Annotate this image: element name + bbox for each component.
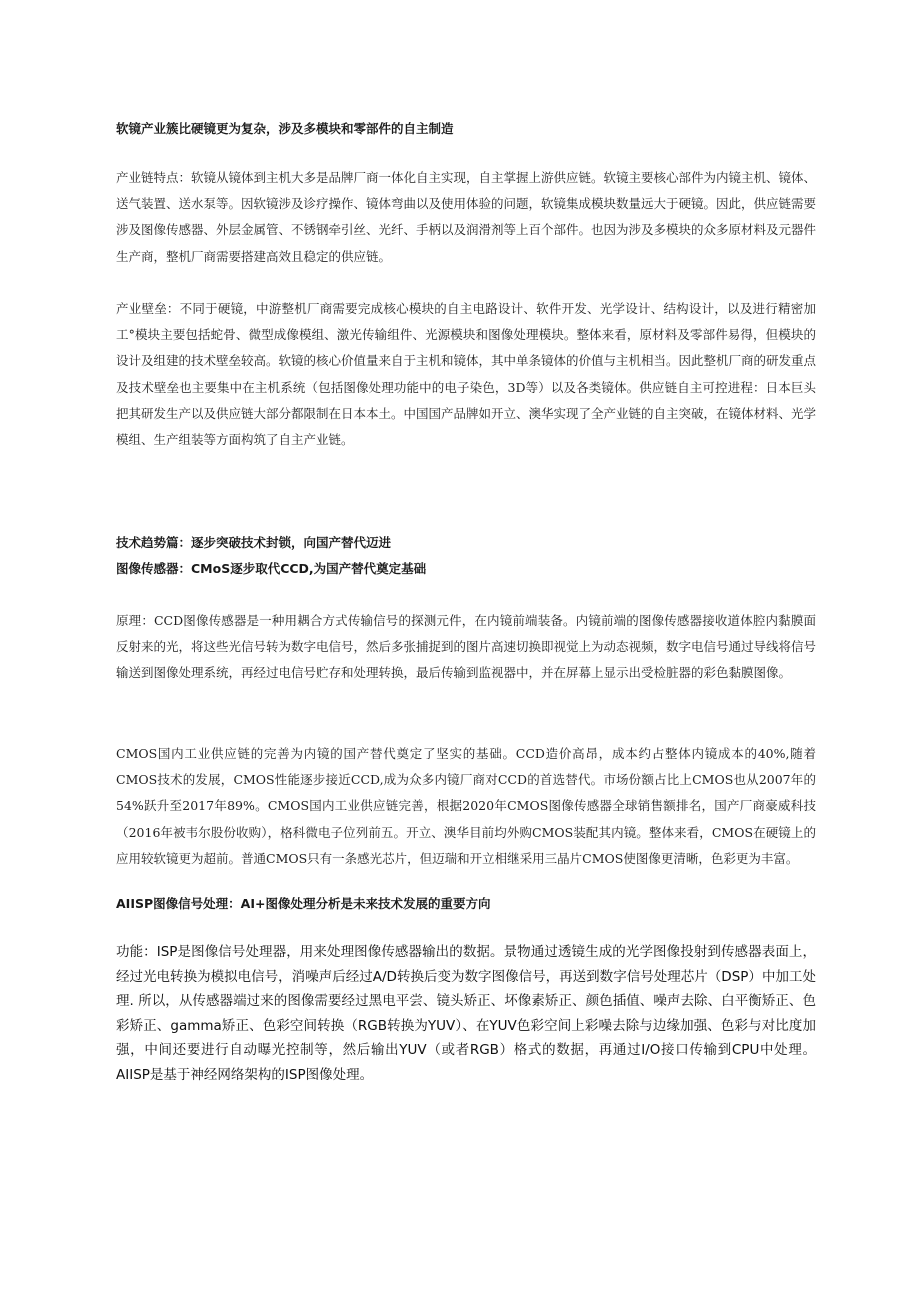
section-heading-soft-scope-industry: 软镜产业簇比硬镜更为复杂，涉及多模块和零部件的自主制造 — [116, 121, 454, 136]
paragraph-industry-barriers: 产业壁垒：不同于硬镜，中游整机厂商需要完成核心模块的自主电路设计、软件开发、光学设计、结构设计，以及进行精密加工°模块主要包括蛇骨、微型成像模组、激光传输组件、光源模块和图像处理模块。整体来看，原材料及零部件易得，但模块的设计及组建的技术壁垒较高。软镜的核心价值量来自于主机和镜体，其中单条镜体的价值与主机相当。因此整机厂商的研发重点及技术壁垒也主要集中在主机系统（包括图像处理功能中的电子染色，3D等）以及各类镜体。供应链自主可控进程：日本巨头把其研发生产以及供应链大部分都限制在日本本土。中国国产品牌如开立、澳华实现了全产业链的自主突破，在镜体材料、光学模组、生产组装等方面构筑了自主产业链。 — [116, 301, 817, 448]
paragraph-cmos-supply-chain: CMOS国内工业供应链的完善为内镜的国产替代奠定了坚实的基础。CCD造价高昂，成本约占整体内镜成本的40%,随着CMOS技术的发展，CMOS性能逐步接近CCD,成为众多内镜厂商对CCD的首选替代。市场份额占比上CMOS也从2007年的54%跃升至2017年89%。CMOS国内工业供应链完善，根据2020年CMOS图像传感器全球销售额排名，国产厂商豪威科技（2016年被韦尔股份收购），格科微电子位列前五。开立、澳华目前均外购CMOS装配其内镜。整体来看，CMOS在硬镜上的应用较软镜更为超前。普通CMOS只有一条感光芯片，但迈瑞和开立相继采用三晶片CMOS使图像更清晰，色彩更为丰富。 — [116, 746, 816, 866]
section-heading-image-sensor: 图像传感器：CMoS逐步取代CCD,为国产替代奠定基础 — [116, 561, 427, 576]
paragraph-ccd-principle: 原理：CCD图像传感器是一种用耦合方式传输信号的探测元件，在内镜前端装备。内镜前端的图像传感器接收道体腔内黏膜面反射来的光，将这些光信号转为数字电信号，然后多张捕捉到的图片高速切换即视觉上为动态视频，数字电信号通过导线将信号输送到图像处理系统，再经过电信号贮存和处理转换，最后传输到监视器中，并在屏幕上显示出受检脏器的彩色黏膜图像。 — [116, 613, 817, 681]
section-heading-aiisp: AIISP图像信号处理：AI+图像处理分析是未来技术发展的重要方向 — [116, 896, 491, 911]
paragraph-isp-function: 功能：ISP是图像信号处理器，用来处理图像传感器输出的数据。景物通过透镜生成的光学图像投射到传感器表面上，经过光电转换为模拟电信号，消噪声后经过A/D转换后变为数字图像信号，再送到数字信号处理芯片（DSP）中加工处理. 所以，从传感器端过来的图像需要经过黑电平尝、镜头矫正、坏像素矫正、颜色插值、噪声去除、白平衡矫正、色彩矫正、gamma矫正、色彩空间转换（RGB转换为YUV）、在YUV色彩空间上彩噪去除与边缘加强、色彩与对比度加强，中间还要进行自动曝光控制等，然后输出YUV（或者RGB）格式的数据，再通过I/O接口传输到CPU中处理。AIISP是基于神经网络架构的ISP图像处理。 — [116, 944, 816, 1083]
section-heading-tech-trends: 技术趋势篇：逐步突破技术封锁，向国产替代迈进 — [116, 535, 392, 550]
paragraph-industry-chain-features: 产业链特点：软镜从镜体到主机大多是品牌厂商一体化自主实现，自主掌握上游供应链。软镜主要核心部件为内镜主机、镜体、送气装置、送水泵等。因软镜涉及诊疗操作、镜体弯曲以及使用体验的问题，软镜集成模块数量远大于硬镜。因此，供应链需要涉及图像传感器、外层金属管、不锈钢牵引丝、光纤、手柄以及润滑剂等上百个部件。也因为涉及多模块的众多原材料及元器件生产商，整机厂商需要搭建高效且稳定的供应链。 — [116, 170, 817, 264]
